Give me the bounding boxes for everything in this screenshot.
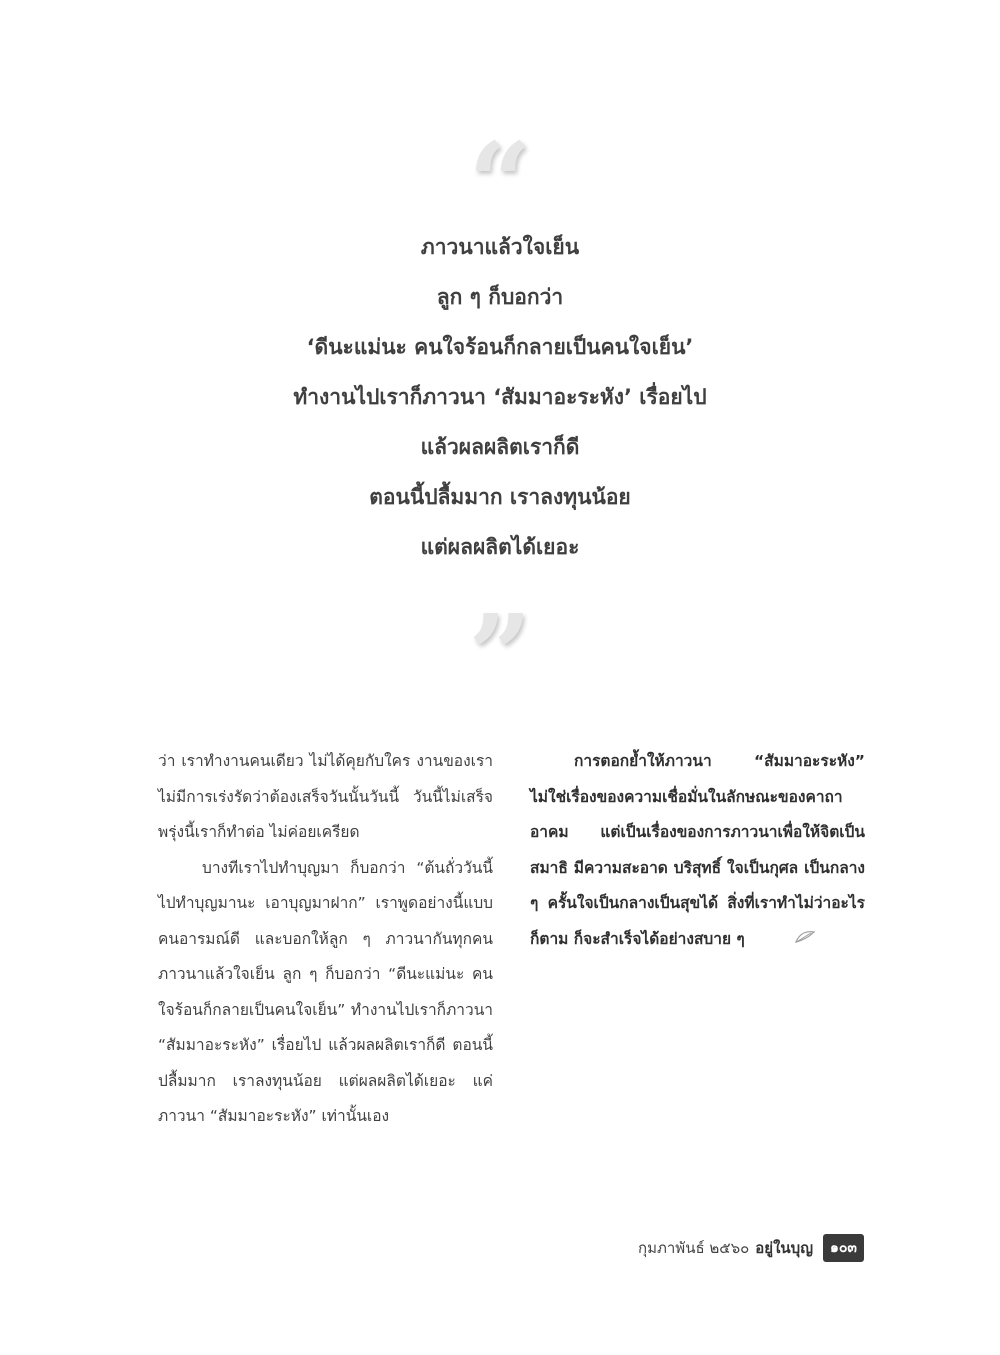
pull-quote-line: ตอนนี้ปลื้มมาก เราลงทุนน้อย <box>369 485 631 509</box>
pull-quote-line: ทำงานไปเราก็ภาวนา ‘สัมมาอะระหัง’ เรื่อยไป <box>293 385 707 409</box>
close-quote-mark: ” <box>468 590 532 719</box>
page-footer <box>638 1234 864 1262</box>
body-paragraph: บางทีเราไปทำบุญมา ก็บอกว่า “ต้นถั่ววันนี้ไปทำบุญมานะ เอาบุญมาฝาก” เราพูดอย่างนี้แบบคนอารมณ์ดี และบอกให้ลูก ๆ ภาวนากันทุกคน ภาวนาแล้วใจเย็น ลูก ๆ ก็บอกว่า “ดีนะแม่นะ คนใจร้อนก็กลายเป็นคนใจเย็น” ทำงานไปเราก็ภาวนา “สัมมาอะระหัง” เรื่อยไป แล้วผลผลิตเราก็ดี ตอนนี้ปลื้มมาก เราลงทุนน้อย แต่ผลผลิตได้เยอะ แค่ภาวนา “สัมมาอะระหัง” เท่านั้นเอง <box>158 858 493 1125</box>
pull-quote-line: ภาวนาแล้วใจเย็น <box>420 235 580 259</box>
page-number-badge: ๑๐๓ <box>823 1234 864 1262</box>
issue-date: กุมภาพันธ์ ๒๕๖๐ <box>638 1239 750 1257</box>
pull-quote-line: แล้วผลผลิตเราก็ดี <box>420 435 580 459</box>
pull-quote-line: ลูก ๆ ก็บอกว่า <box>436 285 564 309</box>
pull-quote-line: แต่ผลผลิตได้เยอะ <box>420 535 580 559</box>
body-column-right <box>530 744 865 957</box>
pull-quote-line: ‘ดีนะแม่นะ คนใจร้อนก็กลายเป็นคนใจเย็น’ <box>306 335 694 359</box>
body-paragraph-bold <box>530 744 865 957</box>
body-column-left <box>158 744 493 1135</box>
open-quote-mark: “ <box>468 118 532 247</box>
pull-quote <box>0 222 1000 572</box>
body-paragraph: ว่า เราทำงานคนเดียว ไม่ได้คุยกับใคร งานของเราไม่มีการเร่งรัดว่าต้องเสร็จวันนั้นวันนี้ วันนี้ไม่เสร็จพรุ่งนี้เราก็ทำต่อ ไม่ค่อยเครียด <box>158 752 493 841</box>
body-paragraph-text: การตอกย้ำให้ภาวนา “สัมมาอะระหัง” ไม่ใช่เรื่องของความเชื่อมั่นในลักษณะของคาถาอาคม แต่เป็นเรื่องของการภาวนาเพื่อให้จิตเป็นสมาธิ มีความสะอาด บริสุทธิ์ ใจเป็นกุศล เป็นกลาง ๆ ครั้นใจเป็นกลางเป็นสุขได้ สิ่งที่เราทำไม่ว่าอะไรก็ตาม ก็จะสำเร็จได้อย่างสบาย ๆ <box>530 752 865 948</box>
magazine-name: อยู่ในบุญ <box>755 1239 813 1257</box>
leaf-end-icon <box>751 922 815 958</box>
